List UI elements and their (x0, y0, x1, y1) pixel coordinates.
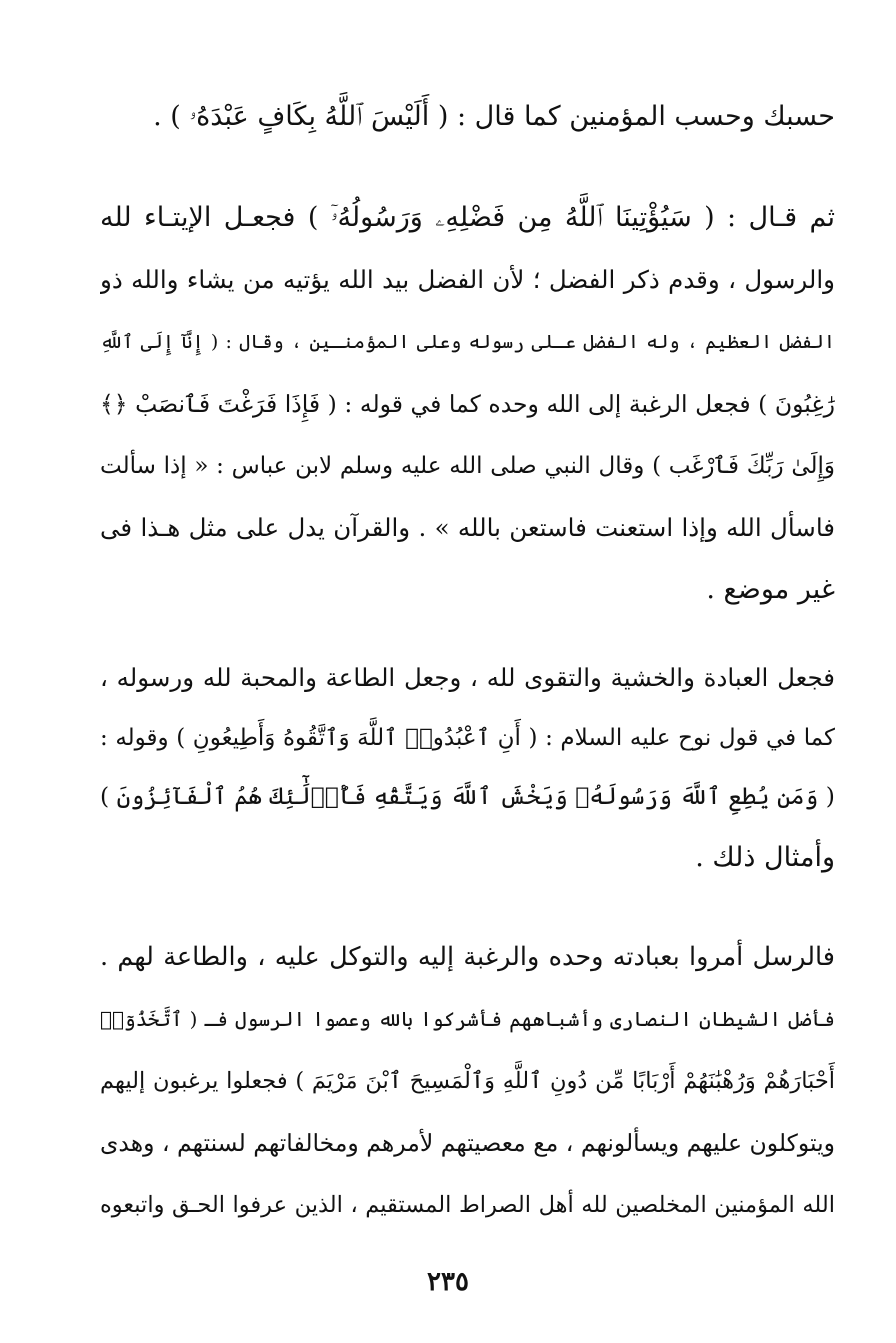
text-line: كما في قول نوح عليه السلام : ( أَنِ ٱعْبُدُوا۟ ٱللَّهَ وَٱتَّقُوهُ وَأَطِيعُونِ ) وقوله : (100, 725, 835, 751)
page-number: ٢٣٥ (427, 1267, 469, 1297)
text-line: فاسأل الله وإذا استعنت فاستعن بالله » . والقرآن يدل على مثل هـذا فى (100, 513, 835, 542)
text-line: فجعل العبادة والخشية والتقوى لله ، وجعل الطاعة والمحبة لله ورسوله ، (100, 663, 835, 692)
text-line: وَإِلَىٰ رَبِّكَ فَٱرْغَب ) وقال النبي صلى الله عليه وسلم لابن عباس : « إذا سألت (100, 453, 835, 479)
text-line: فالرسل أمروا بعبادته وحده والرغبة إليه والتوكل عليه ، والطاعة لهم . (100, 942, 835, 972)
text-line: رَٰغِبُونَ ) فجعل الرغبة إلى الله وحده كما في قوله : ( فَإِذَا فَرَغْتَ فَٱنصَبْ ﴿﴾ (100, 390, 835, 418)
text-line: غير موضع . (706, 574, 835, 605)
text-line: فأضل الشيطان النصارى وأشباههم فأشركوا بالله وعصوا الرسول فـ ( ٱتَّخَذُوٓا۟ (100, 1007, 835, 1031)
text-line: ثم قـال : ( سَيُؤْتِينَا ٱللَّهُ مِن فَضْلِهِۦ وَرَسُولُهُۥٓ ) فجعـل الإيتـاء لله (100, 202, 835, 233)
text-line: أَحْبَارَهُمْ وَرُهْبَٰنَهُمْ أَرْبَابًا مِّن دُونِ ٱللَّهِ وَٱلْمَسِيحَ ٱبْنَ مَرْيَمَ ) فجعلوا يرغبون إليهم (100, 1068, 835, 1094)
text-line: وأمثال ذلك . (695, 842, 835, 873)
text-line: حسبك وحسب المؤمنين كما قال : ( أَلَيْسَ ٱللَّهُ بِكَافٍ عَبْدَهُۥ ) . (153, 101, 835, 132)
text-line: ويتوكلون عليهم ويسألونهم ، مع معصيتهم لأمرهم ومخالفاتهم لسنتهم ، وهدى (100, 1129, 835, 1157)
text-line: والرسول ، وقدم ذكر الفضل ؛ لأن الفضل بيد الله يؤتيه من يشاء والله ذو (100, 265, 835, 294)
quran-verse-line: ( وَمَن يُطِعِ ٱللَّهَ وَرَسُولَهُۥ وَيَخْشَ ٱللَّهَ وَيَتَّقْهِ فَأُو۟لَٰٓئِكَ هُمُ ٱلْفَآئِزُونَ ) (100, 782, 835, 810)
text-line: الفضل العظيم ، وله الفضل عـلى رسوله وعلى المؤمنـين ، وقال : ( إِنَّآ إِلَى ٱللَّهِ (100, 331, 835, 353)
text-line: الله المؤمنين المخلصين لله أهل الصراط المستقيم ، الذين عرفوا الحـق واتبعوه (100, 1192, 835, 1218)
